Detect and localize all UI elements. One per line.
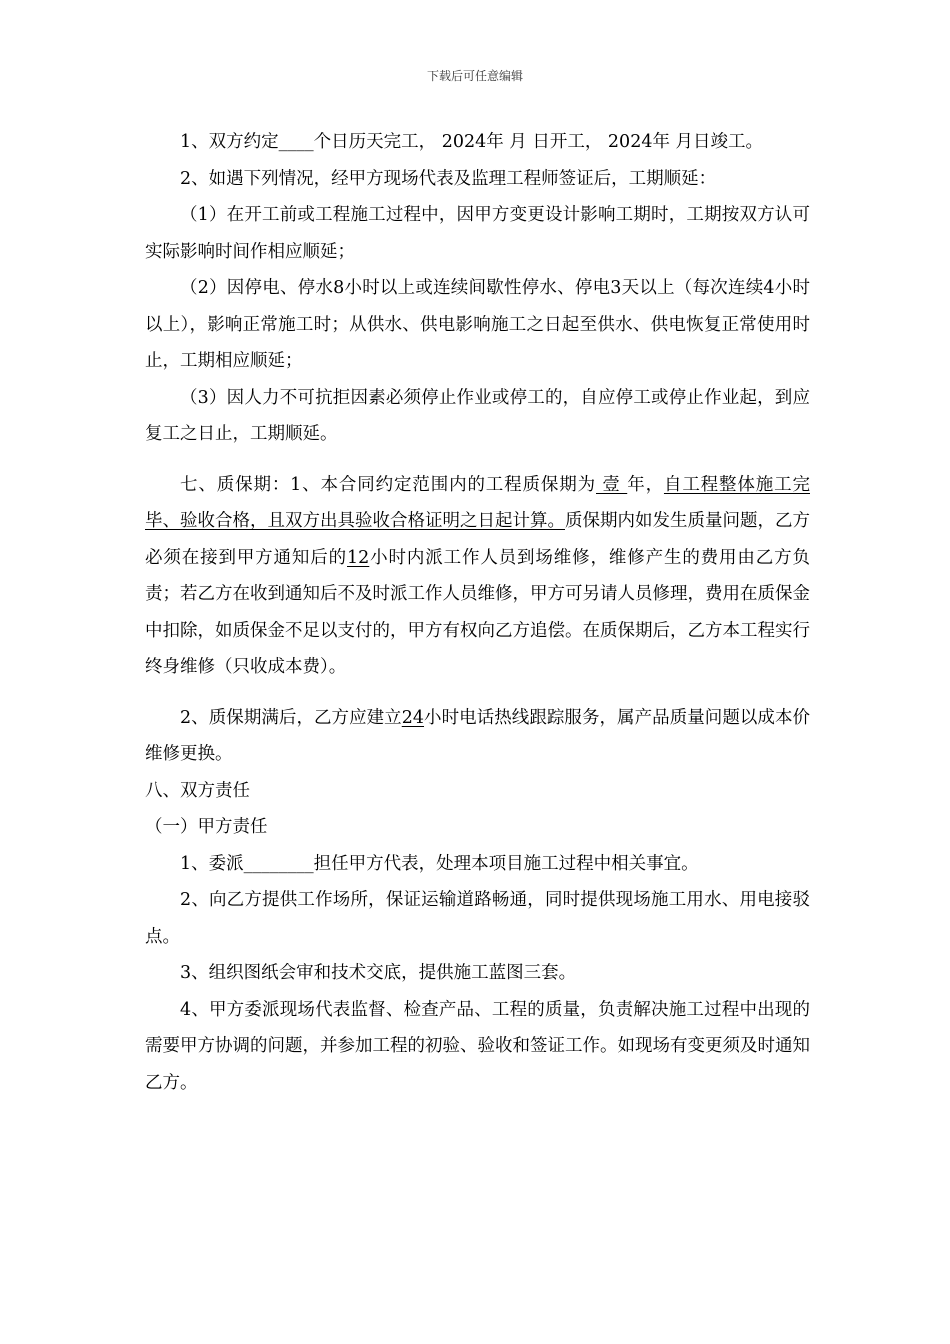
paragraph-warranty: 七、质保期：1、本合同约定范围内的工程质保期为 壹 年，自工程整体施工完毕、验收合格，且双方出具验收合格证明之日起计算。质保期内如发生质量问题，乙方必须在接到甲方通知后的12小时内派工作人员到场维修，维修产生的费用由乙方负责；若乙方在收到通知后不及时派工作人员维修，甲方可另请人员修理，费用在质保金中扣除，如质保金不足以支付的，甲方有权向乙方追偿。在质保期后，乙方本工程实行终身维修（只收成本费）。: [145, 474, 811, 677]
paragraph-supervision: 4、甲方委派现场代表监督、检查产品、工程的质量，负责解决施工过程中出现的需要甲方协调的问题，并参加工程的初验、验收和签证工作。如现场有变更须及时通知乙方。: [145, 999, 810, 1093]
subsection-heading-party-a: （一）甲方责任: [145, 817, 268, 837]
paragraph-drawings: 3、组织图纸会审和技术交底，提供施工蓝图三套。: [180, 963, 577, 983]
paragraph-extension-2: （2）因停电、停水8小时以上或连续间歇性停水、停电3天以上（每次连续4小时以上），影响正常施工时；从供水、供电影响施工之日起至供水、供电恢复正常使用时止，工期相应顺延；: [145, 278, 810, 371]
section-heading-responsibilities: 八、双方责任: [145, 780, 250, 801]
paragraph-workplace: 2、向乙方提供工作场所，保证运输道路畅通，同时提供现场施工用水、用电接驳点。: [145, 890, 810, 947]
page-header: 下载后可任意编辑: [426, 69, 523, 83]
document-body: [145, 124, 810, 1101]
paragraph-extension: 2、如遇下列情况，经甲方现场代表及监理工程师签证后，工期顺延：: [180, 168, 717, 189]
paragraph-hotline: 2、质保期满后，乙方应建立24小时电话热线跟踪服务，属产品质量问题以成本价维修更换。: [145, 707, 811, 764]
paragraph-schedule: 1、双方约定____个日历天完工， 2024年 月 日开工， 2024年 月日竣工。: [180, 132, 764, 152]
paragraph-extension-1: （1）在开工前或工程施工过程中，因甲方变更设计影响工期时，工期按双方认可实际影响时间作相应顺延；: [145, 205, 810, 262]
paragraph-extension-3: （3）因人力不可抗拒因素必须停止作业或停工的，自应停工或停止作业起，到应复工之日止，工期顺延。: [145, 387, 810, 444]
paragraph-representative: 1、委派________担任甲方代表，处理本项目施工过程中相关事宜。: [180, 853, 699, 874]
